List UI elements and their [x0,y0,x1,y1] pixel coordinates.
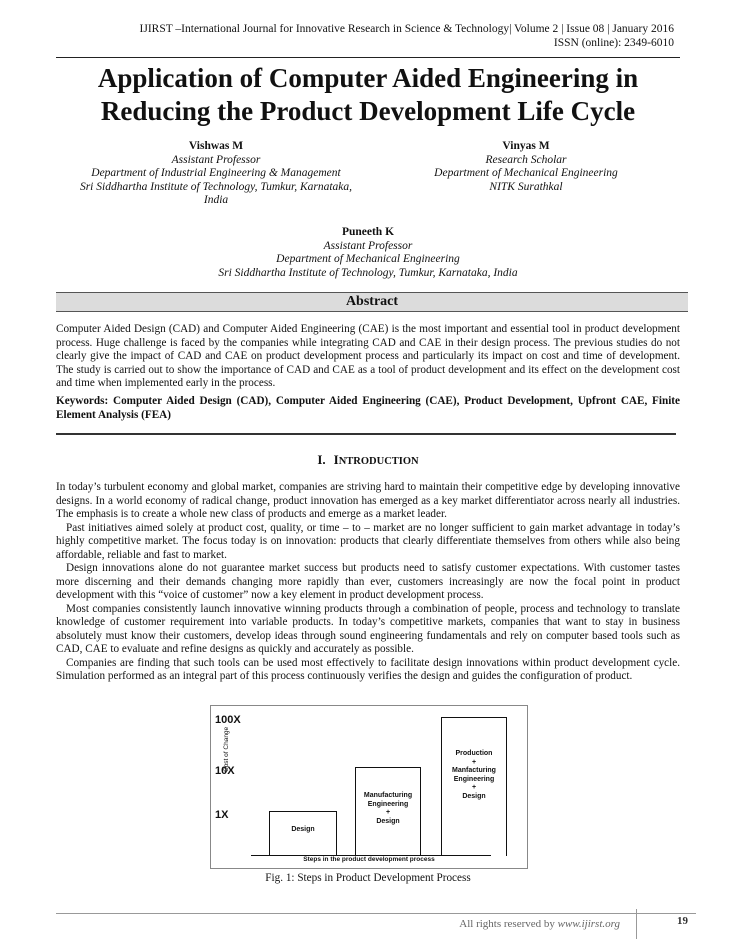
author-role: Research Scholar [485,153,567,166]
section-number: I. [317,452,326,467]
author-dept: Department of Mechanical Engineering [434,167,618,179]
author-role: Assistant Professor [171,153,261,166]
y-tick-label: 1X [215,809,229,821]
author-name: Puneeth K [341,226,395,238]
author-country: India [203,194,229,206]
author-dept: Department of Industrial Engineering & Management [91,167,341,179]
keywords: Keywords: Computer Aided Design (CAD), Computer Aided Engineering (CAE), Product Development, Upfront CAE, Finite Element Analysis (FEA) [56,395,680,421]
author-name: Vishwas M [188,140,244,152]
author-institution: Sri Siddhartha Institute of Technology, Tumkur, Karnataka, [79,180,353,193]
running-header [140,22,674,50]
bar-label: Design [376,817,400,825]
header-rule [56,57,680,58]
author-dept: Department of Mechanical Engineering [276,253,460,265]
bar-design [269,811,337,856]
bar-label: Design [462,792,486,800]
rights-text: All rights reserved by [459,918,558,930]
author-name: Vinyas M [502,140,550,152]
author-institution: NITK Surathkal [489,180,563,193]
paragraph: In today’s turbulent economy and global market, companies are striving hard to maintain their competitive edge by developing innovative designs. In a world economy of radical change, product innovation has emerged as a key market differentiator across nearly all industries. The emphasis is to create a whole new class of products and emerge as a market leader. [56,481,680,520]
footer-rule [56,913,696,914]
bar-production [441,717,507,856]
abstract-rule [56,433,676,435]
author-block-2 [416,140,636,194]
abstract-heading: Abstract [56,292,688,312]
paper-title [40,62,696,128]
y-tick-label: 100X [215,714,241,726]
bar-label: + [471,784,477,791]
y-axis-label: Cost of Change [223,726,230,772]
paragraph: Most companies consistently launch innovative winning products through a combination of people, process and technology to translate knowledge of customer requirement into variable products. In today’s competitive markets, companies that want to stay in business absolutely must know their customers, develop ideas through sound engineering fundamentals and rely on computer based tools such as CAD, CAE to evaluate and refine designs as quickly and accurately as possible. [56,602,680,655]
bar-label: Manufacturing [363,792,413,799]
bar-label: Manfacturing [452,767,496,774]
title-line-1: Application of Computer Aided Engineering in [97,63,639,93]
footer-url[interactable]: www.ijirst.org [557,918,620,930]
introduction-body [56,481,680,684]
paragraph: Design innovations alone do not guarantee market success but products need to satisfy customer expectations. With customer tastes more discerning and their demands changing more rapidly than ever, customers increasingly are now the focal point in product development with this “voice of customer” now a key element in product development process. [56,562,680,601]
author-role: Assistant Professor [323,239,413,252]
section-initial: I [333,452,339,467]
page-number: 19 [677,915,688,927]
author-block-1 [56,140,376,208]
author-block-3 [150,226,586,280]
issn: ISSN (online): 2349-6010 [553,37,674,49]
y-tick-label: 10X [215,765,235,777]
bar-label: Engineering [367,800,409,808]
journal-line: IJIRST –International Journal for Innovative Research in Science & Technology| Volume 2 | Issue 08 | January 2016 [139,23,674,35]
bar-label: + [471,758,477,766]
abstract-text: Computer Aided Design (CAD) and Computer Aided Engineering (CAE) is the most important and essential tool in product development process. Huge challenge is faced by the companies while integrating CAD and CAE in their design process. The previous studies do not clearly give the impact of CAD and CAE on product development process and particularly its impact on cost and time of development. The study is carried out to show the importance of CAD and CAE as a tool of product development and its effect on the development cost and time when implemented early in the process. [56,323,680,389]
bar-manufacturing-engineering [355,767,421,856]
figure-cost-of-change [210,705,528,869]
bar-label: Engineering [453,775,495,783]
title-line-2: Reducing the Product Development Life Cycle [100,96,636,126]
page-number-divider [636,909,638,939]
footer-rights [459,918,620,930]
author-institution: Sri Siddhartha Institute of Technology, Tumkur, Karnataka, India [218,266,518,279]
section-title-rest: NTRODUCTION [338,456,419,467]
x-axis-label: Steps in the product development process [303,856,435,863]
bar-label: Design [291,826,315,833]
paragraph: Past initiatives aimed solely at product cost, quality, or time – to – market are no longer sufficient to gain market advantage in today’s highly competitive market. The focus today is on innovation: products that clearly differentiate themselves from others while also being affordable, reliable and fast to market. [56,521,680,561]
bar-label: Production [455,750,493,757]
section-heading [0,452,736,468]
bar-label: + [385,809,391,816]
figure-caption: Fig. 1: Steps in Product Development Process [265,872,471,884]
paragraph: Companies are finding that such tools can be used most effectively to facilitate design innovations within product development cycle. Simulation performed as an integral part of this process continuously verifies the design and guides the configuration of product. [56,656,680,682]
